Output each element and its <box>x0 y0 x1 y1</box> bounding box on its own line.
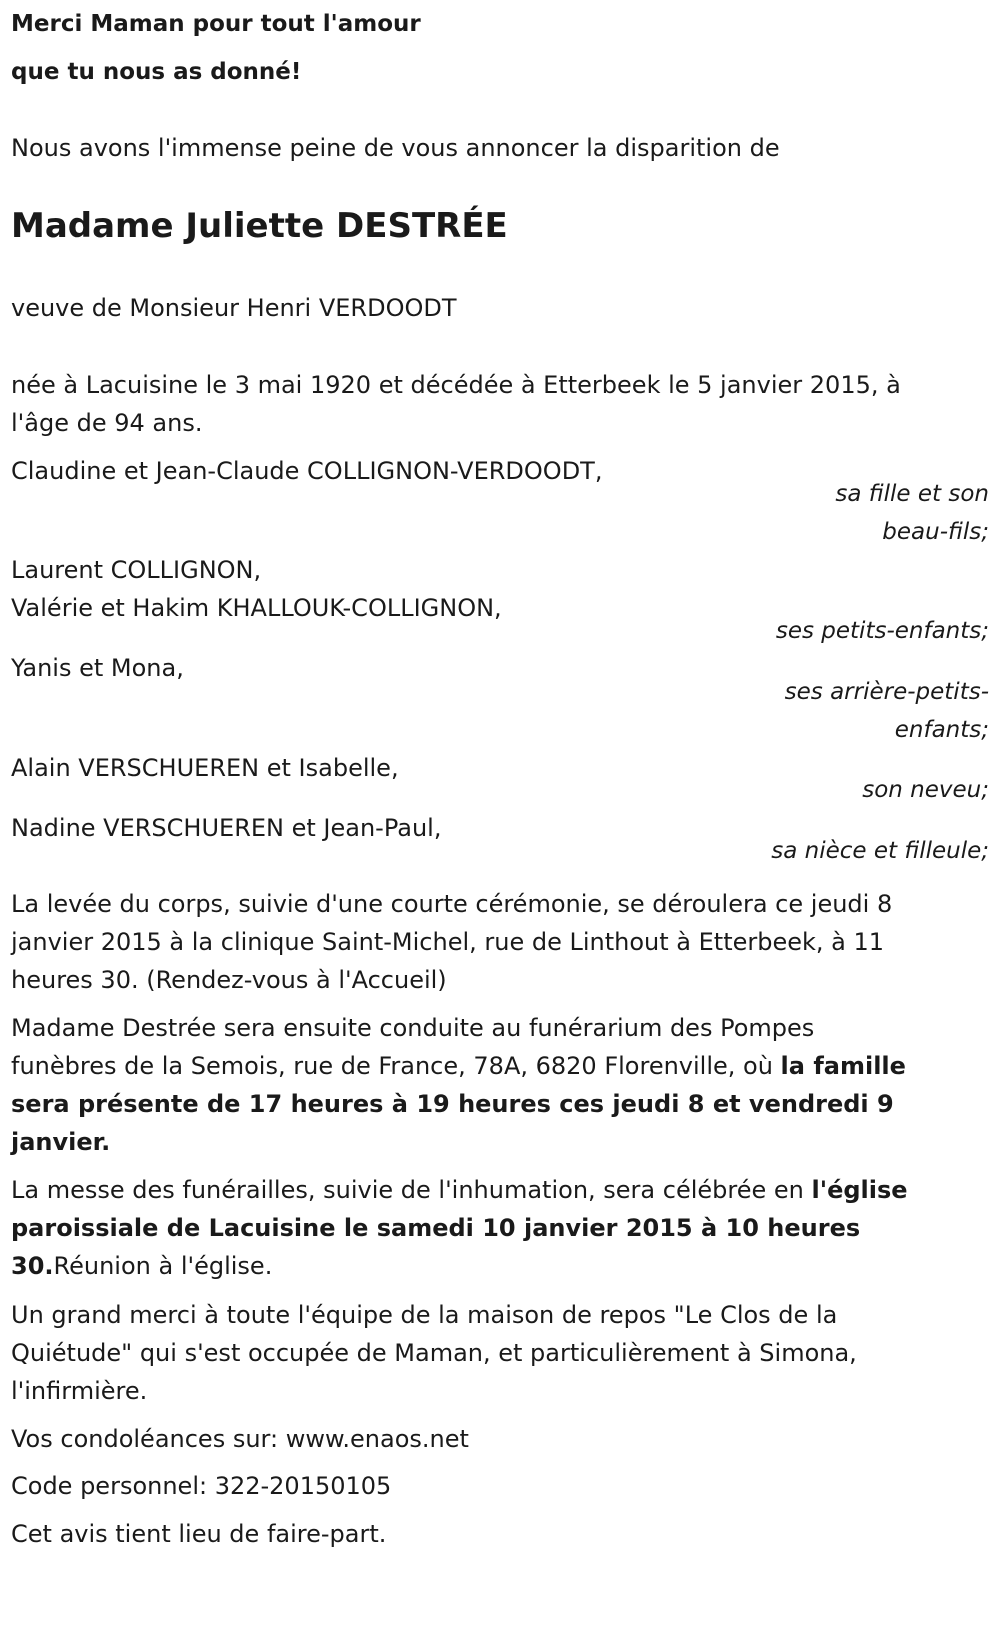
funerarium-line-2 <box>11 1047 906 1085</box>
family-relation: ses arrière-petits- <box>784 679 989 705</box>
mass-gathering: Réunion à l'église. <box>53 1252 273 1280</box>
funerarium-text: funèbres de la Semois, rue de France, 78A, 6820 Florenville, où <box>11 1052 781 1080</box>
mass-text: La messe des funérailles, suivie de l'inhumation, sera célébrée en <box>11 1176 812 1204</box>
family-names: Valérie et Hakim KHALLOUK-COLLIGNON, <box>11 594 502 622</box>
mass-line-1 <box>11 1171 908 1209</box>
thanks-line-2: Quiétude" qui s'est occupée de Maman, et particulièrement à Simona, <box>11 1339 857 1367</box>
family-names: Yanis et Mona, <box>11 654 184 682</box>
family-relation: sa nièce et filleule; <box>771 838 989 864</box>
family-relation: son neveu; <box>862 777 989 803</box>
deceased-name: Madame Juliette DESTRÉE <box>11 206 508 246</box>
epigraph-line-1: Merci Maman pour tout l'amour <box>11 11 421 37</box>
condolences-link[interactable]: Vos condoléances sur: www.enaos.net <box>11 1425 469 1453</box>
ceremony-line-3: heures 30. (Rendez-vous à l'Accueil) <box>11 966 447 994</box>
personal-code: Code personnel: 322-20150105 <box>11 1472 392 1500</box>
family-relation: beau-fils; <box>882 519 989 545</box>
funerarium-line-1: Madame Destrée sera ensuite conduite au funérarium des Pompes <box>11 1014 815 1042</box>
thanks-line-1: Un grand merci à toute l'équipe de la maison de repos "Le Clos de la <box>11 1301 838 1329</box>
family-relation: sa fille et son <box>835 481 989 507</box>
intro-text: Nous avons l'immense peine de vous annoncer la disparition de <box>11 134 780 162</box>
funerarium-visiting-hours: sera présente de 17 heures à 19 heures ces jeudi 8 et vendredi 9 <box>11 1090 894 1118</box>
birth-death-line-2: l'âge de 94 ans. <box>11 409 203 437</box>
epigraph-line-2: que tu nous as donné! <box>11 59 302 85</box>
birth-death-line-1: née à Lacuisine le 3 mai 1920 et décédée à Etterbeek le 5 janvier 2015, à <box>11 371 901 399</box>
family-names: Nadine VERSCHUEREN et Jean-Paul, <box>11 814 442 842</box>
family-names: Laurent COLLIGNON, <box>11 556 262 584</box>
mass-location-date: paroissiale de Lacuisine le samedi 10 janvier 2015 à 10 heures <box>11 1214 861 1242</box>
ceremony-line-1: La levée du corps, suivie d'une courte cérémonie, se déroulera ce jeudi 8 <box>11 890 893 918</box>
mass-location-highlight: l'église <box>811 1176 908 1204</box>
thanks-line-3: l'infirmière. <box>11 1377 148 1405</box>
family-relation: ses petits-enfants; <box>775 618 989 644</box>
mass-time: 30. <box>11 1252 54 1280</box>
family-relation: enfants; <box>894 717 989 743</box>
widow-of-text: veuve de Monsieur Henri VERDOODT <box>11 294 457 322</box>
family-names: Claudine et Jean-Claude COLLIGNON-VERDOODT, <box>11 457 603 485</box>
funerarium-visiting-end: janvier. <box>11 1128 111 1156</box>
family-names: Alain VERSCHUEREN et Isabelle, <box>11 754 399 782</box>
closing-note: Cet avis tient lieu de faire-part. <box>11 1520 387 1548</box>
funerarium-visiting-highlight: la famille <box>780 1052 906 1080</box>
ceremony-line-2: janvier 2015 à la clinique Saint-Michel, rue de Linthout à Etterbeek, à 11 <box>11 928 885 956</box>
mass-line-3 <box>11 1247 272 1285</box>
